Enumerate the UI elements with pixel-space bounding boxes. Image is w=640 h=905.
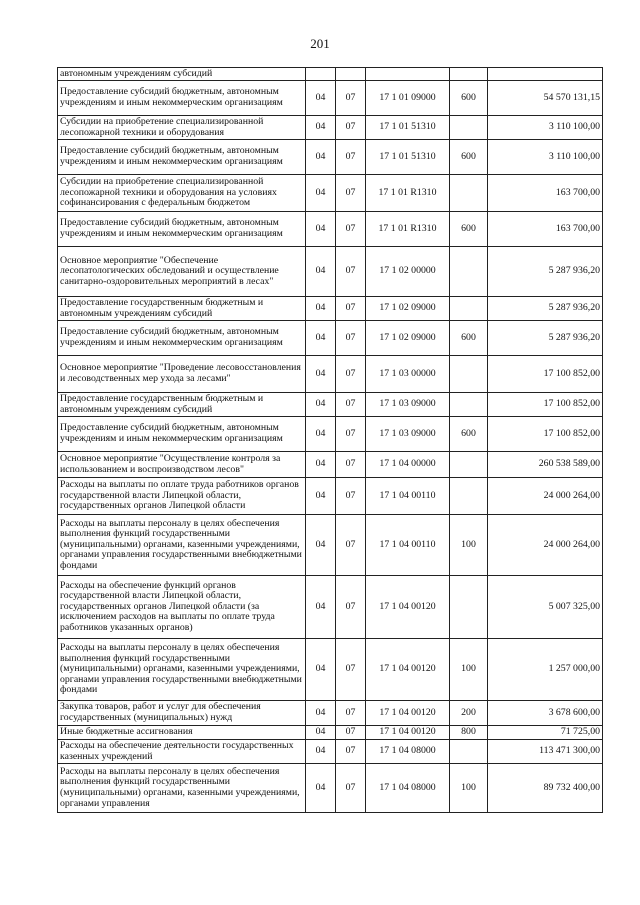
row-name-cell: Субсидии на приобретение специализированной лесопожарной техники и оборудования xyxy=(58,116,306,140)
row-amount-cell: 5 287 936,20 xyxy=(488,247,603,297)
row-section-cell: 04 xyxy=(306,393,336,417)
table-row xyxy=(58,576,603,639)
row-amount-cell: 54 570 131,15 xyxy=(488,81,603,116)
row-target-article-cell: 17 1 04 00120 xyxy=(366,726,450,740)
row-expense-type-cell xyxy=(450,297,488,321)
row-amount-cell: 1 257 000,00 xyxy=(488,639,603,701)
row-target-article-cell: 17 1 01 09000 xyxy=(366,81,450,116)
row-name-cell: Основное мероприятие "Обеспечение лесопатологических обследований и осуществление санитарно-оздоровительных мероприятий в лесах" xyxy=(58,247,306,297)
row-expense-type-cell xyxy=(450,175,488,212)
row-section-cell: 04 xyxy=(306,116,336,140)
row-amount-cell: 5 007 325,00 xyxy=(488,576,603,639)
row-amount-cell: 24 000 264,00 xyxy=(488,478,603,515)
table-row xyxy=(58,297,603,321)
row-target-article-cell: 17 1 01 51310 xyxy=(366,116,450,140)
row-amount-cell: 17 100 852,00 xyxy=(488,393,603,417)
row-expense-type-cell xyxy=(450,68,488,81)
row-expense-type-cell xyxy=(450,393,488,417)
row-subsection-cell: 07 xyxy=(336,175,366,212)
table-row xyxy=(58,726,603,740)
row-name-cell: Предоставление государственным бюджетным и автономным учреждениям субсидий xyxy=(58,393,306,417)
row-amount-cell: 5 287 936,20 xyxy=(488,321,603,356)
table-row xyxy=(58,452,603,478)
row-subsection-cell: 07 xyxy=(336,81,366,116)
row-amount-cell: 3 110 100,00 xyxy=(488,140,603,175)
row-target-article-cell: 17 1 02 09000 xyxy=(366,321,450,356)
table-row xyxy=(58,140,603,175)
row-expense-type-cell: 600 xyxy=(450,212,488,247)
row-name-cell: Закупка товаров, работ и услуг для обеспечения государственных (муниципальных) нужд xyxy=(58,701,306,726)
row-subsection-cell: 07 xyxy=(336,297,366,321)
row-section-cell: 04 xyxy=(306,140,336,175)
table-row xyxy=(58,212,603,247)
row-expense-type-cell: 600 xyxy=(450,81,488,116)
row-target-article-cell: 17 1 04 08000 xyxy=(366,740,450,764)
table-row xyxy=(58,321,603,356)
row-expense-type-cell xyxy=(450,452,488,478)
row-target-article-cell: 17 1 01 51310 xyxy=(366,140,450,175)
row-expense-type-cell xyxy=(450,478,488,515)
row-section-cell: 04 xyxy=(306,297,336,321)
row-expense-type-cell: 600 xyxy=(450,321,488,356)
row-expense-type-cell xyxy=(450,116,488,140)
row-section-cell: 04 xyxy=(306,356,336,393)
page-number: 201 xyxy=(310,36,330,51)
row-name-cell: Предоставление субсидий бюджетным, автономным учреждениям и иным некоммерческим организациям xyxy=(58,81,306,116)
row-amount-cell: 89 732 400,00 xyxy=(488,764,603,813)
table-row xyxy=(58,701,603,726)
row-subsection-cell: 07 xyxy=(336,515,366,576)
table-row xyxy=(58,639,603,701)
row-amount-cell: 163 700,00 xyxy=(488,175,603,212)
row-subsection-cell: 07 xyxy=(336,356,366,393)
row-subsection-cell: 07 xyxy=(336,740,366,764)
row-name-cell: Предоставление субсидий бюджетным, автономным учреждениям и иным некоммерческим организациям xyxy=(58,140,306,175)
row-section-cell: 04 xyxy=(306,515,336,576)
row-target-article-cell: 17 1 03 00000 xyxy=(366,356,450,393)
row-section-cell: 04 xyxy=(306,478,336,515)
row-amount-cell: 71 725,00 xyxy=(488,726,603,740)
row-name-cell: Расходы на выплаты по оплате труда работников органов государственной власти Липецкой области, государственных органов Липецкой области xyxy=(58,478,306,515)
row-amount-cell: 17 100 852,00 xyxy=(488,417,603,452)
table-row xyxy=(58,247,603,297)
row-target-article-cell: 17 1 01 R1310 xyxy=(366,212,450,247)
row-expense-type-cell: 600 xyxy=(450,417,488,452)
table-row xyxy=(58,68,603,81)
row-target-article-cell: 17 1 04 08000 xyxy=(366,764,450,813)
row-name-cell: Расходы на обеспечение функций органов государственной власти Липецкой области, государственных органов Липецкой области (за исключением расходов на выплаты по оплате труда работников указанных органов) xyxy=(58,576,306,639)
row-target-article-cell: 17 1 03 09000 xyxy=(366,393,450,417)
row-subsection-cell: 07 xyxy=(336,478,366,515)
row-amount-cell: 113 471 300,00 xyxy=(488,740,603,764)
table-row xyxy=(58,478,603,515)
budget-table-body xyxy=(58,68,603,813)
row-subsection-cell: 07 xyxy=(336,247,366,297)
row-amount-cell: 260 538 589,00 xyxy=(488,452,603,478)
table-row xyxy=(58,175,603,212)
row-target-article-cell: 17 1 01 R1310 xyxy=(366,175,450,212)
row-section-cell: 04 xyxy=(306,417,336,452)
row-expense-type-cell: 100 xyxy=(450,764,488,813)
row-section-cell: 04 xyxy=(306,576,336,639)
row-name-cell: Расходы на выплаты персоналу в целях обеспечения выполнения функций государственными (муниципальными) органами, казенными учреждениями, органами управления xyxy=(58,764,306,813)
row-amount-cell: 5 287 936,20 xyxy=(488,297,603,321)
row-expense-type-cell xyxy=(450,740,488,764)
row-section-cell: 04 xyxy=(306,740,336,764)
row-subsection-cell: 07 xyxy=(336,212,366,247)
row-target-article-cell: 17 1 03 09000 xyxy=(366,417,450,452)
row-target-article-cell xyxy=(366,68,450,81)
row-expense-type-cell xyxy=(450,356,488,393)
row-section-cell: 04 xyxy=(306,726,336,740)
row-section-cell: 04 xyxy=(306,452,336,478)
row-name-cell: Основное мероприятие "Осуществление контроля за использованием и воспроизводством лесов" xyxy=(58,452,306,478)
row-subsection-cell: 07 xyxy=(336,393,366,417)
table-row xyxy=(58,393,603,417)
row-name-cell: Предоставление субсидий бюджетным, автономным учреждениям и иным некоммерческим организациям xyxy=(58,321,306,356)
row-name-cell: Расходы на обеспечение деятельности государственных казенных учреждений xyxy=(58,740,306,764)
row-expense-type-cell: 200 xyxy=(450,701,488,726)
row-amount-cell: 3 678 600,00 xyxy=(488,701,603,726)
row-section-cell: 04 xyxy=(306,212,336,247)
table-row xyxy=(58,515,603,576)
row-subsection-cell: 07 xyxy=(336,116,366,140)
table-row xyxy=(58,417,603,452)
row-expense-type-cell: 100 xyxy=(450,639,488,701)
row-subsection-cell: 07 xyxy=(336,452,366,478)
row-subsection-cell: 07 xyxy=(336,576,366,639)
table-row xyxy=(58,116,603,140)
row-target-article-cell: 17 1 04 00110 xyxy=(366,515,450,576)
row-expense-type-cell: 100 xyxy=(450,515,488,576)
row-name-cell: Предоставление государственным бюджетным и автономным учреждениям субсидий xyxy=(58,297,306,321)
row-section-cell: 04 xyxy=(306,764,336,813)
row-subsection-cell: 07 xyxy=(336,321,366,356)
row-subsection-cell: 07 xyxy=(336,764,366,813)
row-target-article-cell: 17 1 02 00000 xyxy=(366,247,450,297)
table-row xyxy=(58,740,603,764)
row-subsection-cell: 07 xyxy=(336,639,366,701)
row-expense-type-cell: 600 xyxy=(450,140,488,175)
row-name-cell: Иные бюджетные ассигнования xyxy=(58,726,306,740)
row-target-article-cell: 17 1 04 00000 xyxy=(366,452,450,478)
row-name-cell: Предоставление субсидий бюджетным, автономным учреждениям и иным некоммерческим организациям xyxy=(58,212,306,247)
row-subsection-cell: 07 xyxy=(336,140,366,175)
row-name-cell: автономным учреждениям субсидий xyxy=(58,68,306,81)
row-subsection-cell: 07 xyxy=(336,726,366,740)
row-target-article-cell: 17 1 02 09000 xyxy=(366,297,450,321)
row-target-article-cell: 17 1 04 00120 xyxy=(366,701,450,726)
row-subsection-cell: 07 xyxy=(336,417,366,452)
table-row xyxy=(58,764,603,813)
row-amount-cell: 163 700,00 xyxy=(488,212,603,247)
row-amount-cell: 17 100 852,00 xyxy=(488,356,603,393)
row-section-cell: 04 xyxy=(306,247,336,297)
row-name-cell: Субсидии на приобретение специализированной лесопожарной техники и оборудования на условиях софинансирования с федеральным бюджетом xyxy=(58,175,306,212)
row-expense-type-cell: 800 xyxy=(450,726,488,740)
row-name-cell: Расходы на выплаты персоналу в целях обеспечения выполнения функций государственными (муниципальными) органами, казенными учреждениями, органами управления государственными внебюджетными фондами xyxy=(58,639,306,701)
row-section-cell xyxy=(306,68,336,81)
row-section-cell: 04 xyxy=(306,701,336,726)
row-expense-type-cell xyxy=(450,576,488,639)
row-section-cell: 04 xyxy=(306,175,336,212)
row-target-article-cell: 17 1 04 00120 xyxy=(366,576,450,639)
row-expense-type-cell xyxy=(450,247,488,297)
row-name-cell: Основное мероприятие "Проведение лесовосстановления и лесоводственных мер ухода за лесами" xyxy=(58,356,306,393)
row-target-article-cell: 17 1 04 00110 xyxy=(366,478,450,515)
row-subsection-cell: 07 xyxy=(336,701,366,726)
row-target-article-cell: 17 1 04 00120 xyxy=(366,639,450,701)
row-amount-cell xyxy=(488,68,603,81)
row-section-cell: 04 xyxy=(306,639,336,701)
row-section-cell: 04 xyxy=(306,81,336,116)
row-name-cell: Предоставление субсидий бюджетным, автономным учреждениям и иным некоммерческим организациям xyxy=(58,417,306,452)
row-section-cell: 04 xyxy=(306,321,336,356)
table-row xyxy=(58,356,603,393)
row-subsection-cell xyxy=(336,68,366,81)
table-row xyxy=(58,81,603,116)
row-amount-cell: 24 000 264,00 xyxy=(488,515,603,576)
row-amount-cell: 3 110 100,00 xyxy=(488,116,603,140)
row-name-cell: Расходы на выплаты персоналу в целях обеспечения выполнения функций государственными (муниципальными) органами, казенными учреждениями, органами управления государственными внебюджетными фондами xyxy=(58,515,306,576)
budget-table xyxy=(57,67,603,813)
